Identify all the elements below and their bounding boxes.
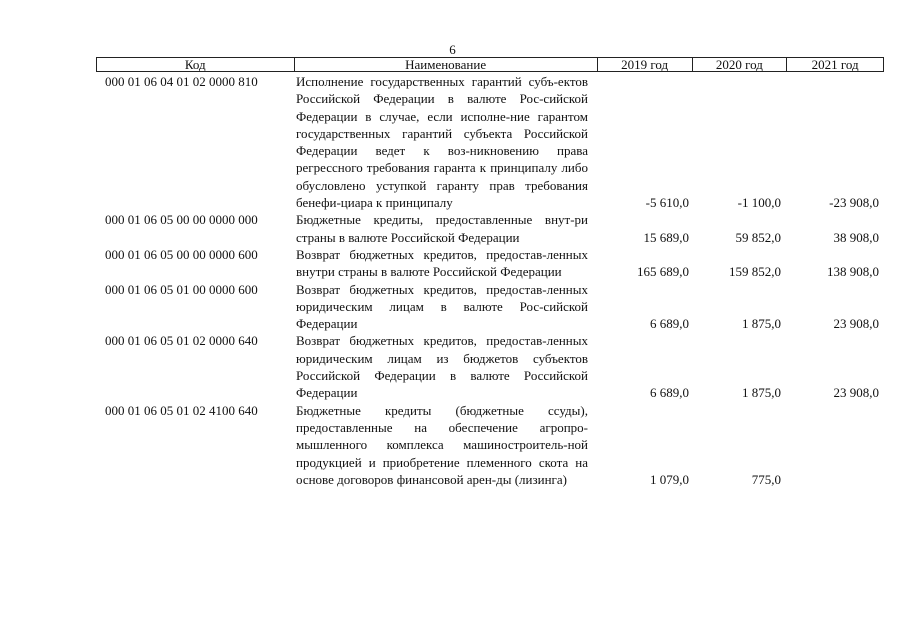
row-value-2020: 775,0 bbox=[751, 471, 781, 487]
table-row bbox=[0, 211, 905, 246]
row-code: 000 01 06 05 01 00 0000 600 bbox=[105, 281, 258, 297]
header-2020: 2020 год bbox=[692, 58, 787, 71]
row-name: Возврат бюджетных кредитов, предостав-ленных внутри страны в валюте Российской Федерации bbox=[296, 246, 588, 280]
table-row bbox=[0, 73, 905, 211]
row-value-2021: 138 908,0 bbox=[827, 264, 879, 280]
header-code: Код bbox=[184, 58, 206, 71]
row-value-2019: 6 689,0 bbox=[650, 385, 689, 401]
row-name: Возврат бюджетных кредитов, предостав-ленных юридическим лицам в валюте Рос-сийской Федерации bbox=[296, 281, 588, 332]
table-header bbox=[96, 57, 884, 72]
page-number: 6 bbox=[449, 42, 456, 57]
row-value-2019: 6 689,0 bbox=[650, 316, 689, 332]
table-row bbox=[0, 332, 905, 401]
row-value-2019: 165 689,0 bbox=[637, 264, 689, 280]
row-value-2020: 159 852,0 bbox=[729, 264, 781, 280]
row-value-2019: 1 079,0 bbox=[650, 471, 689, 487]
row-value-2019: -5 610,0 bbox=[645, 195, 689, 211]
row-code: 000 01 06 05 01 02 0000 640 bbox=[105, 333, 258, 349]
row-value-2020: -1 100,0 bbox=[737, 195, 781, 211]
row-name: Бюджетные кредиты, предоставленные внут-ри страны в валюте Российской Федерации bbox=[296, 212, 588, 245]
row-name: Возврат бюджетных кредитов, предостав-ленных юридическим лицам из бюджетов субъектов Российской Федерации в валюте Российской Федерации bbox=[296, 333, 588, 401]
row-value-2021: 23 908,0 bbox=[833, 385, 879, 401]
header-2019: 2019 год bbox=[597, 58, 692, 71]
header-name: Наименование bbox=[294, 58, 597, 71]
table-row bbox=[0, 402, 905, 488]
row-code: 000 01 06 05 01 02 4100 640 bbox=[105, 402, 258, 418]
table-body bbox=[0, 73, 905, 488]
row-name: Бюджетные кредиты (бюджетные ссуды), предоставленные на обеспечение агропро-мышленного комплекса машиностроитель-ной продукцией и приобретение племенного скота на основе договоров финансовой арен-ды (лизинга) bbox=[296, 402, 588, 487]
row-name: Исполнение государственных гарантий субъ-ектов Российской Федерации в валюте Рос-сийской Федерации в случае, если исполне-ние гарантом государственных гарантий субъекта Российской Федерации ведет к воз-никновению права регрессного требования гаранта к принципалу либо обусловлено уступкой гаранту прав требования бенефи-циара к принципалу bbox=[296, 74, 588, 211]
row-code: 000 01 06 05 00 00 0000 600 bbox=[105, 246, 258, 262]
row-value-2021: 38 908,0 bbox=[833, 229, 879, 245]
row-value-2020: 59 852,0 bbox=[735, 229, 781, 245]
row-value-2019: 15 689,0 bbox=[643, 229, 689, 245]
row-code: 000 01 06 05 00 00 0000 000 bbox=[105, 212, 258, 228]
row-code: 000 01 06 04 01 02 0000 810 bbox=[105, 74, 258, 89]
row-value-2020: 1 875,0 bbox=[742, 316, 781, 332]
table-row bbox=[0, 281, 905, 333]
row-value-2021: 23 908,0 bbox=[833, 316, 879, 332]
row-value-2021: -23 908,0 bbox=[829, 195, 879, 211]
header-2021: 2021 год bbox=[786, 58, 883, 71]
table-row bbox=[0, 246, 905, 281]
row-value-2020: 1 875,0 bbox=[742, 385, 781, 401]
